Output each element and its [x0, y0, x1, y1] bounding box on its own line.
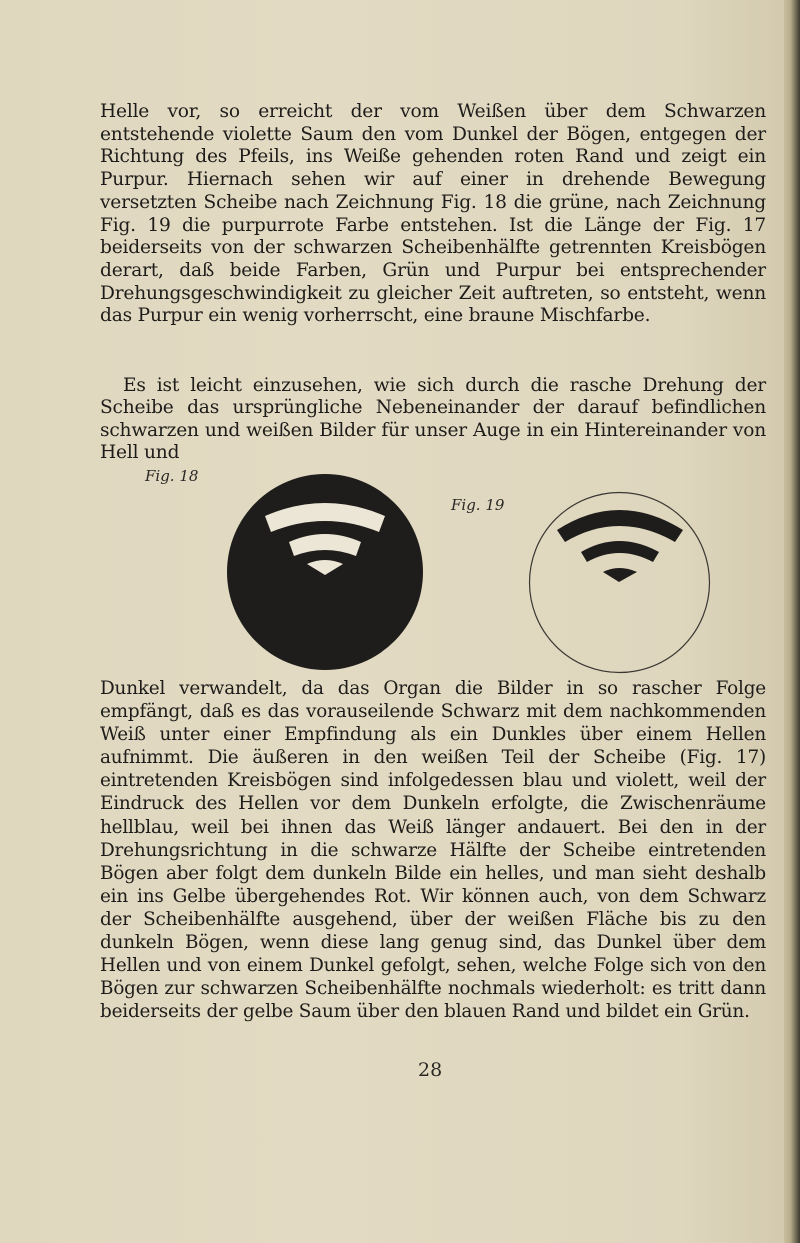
paragraph-mid — [100, 375, 766, 465]
paragraph-top: Helle vor, so erreicht der vom Weißen über dem Schwarzen entstehende violette Saum den vom Dunkel der Bögen, entgegen der Richtung des Pfeils, ins Weiße gehenden roten Rand und zeigt ein Purpur. Hiernach sehen wir auf einer in drehende Bewegung versetzten Scheibe nach Zeichnung Fig. 18 die grüne, nach Zeichnung Fig. 19 die purpurrote Farbe entstehen. Ist die Länge der Fig. 17 beiderseits von der schwarzen Scheibenhälfte getrennten Kreisbögen derart, daß beide Farben, Grün und Purpur bei entsprechender Drehungsgeschwindigkeit zu gleicher Zeit auftreten, so entsteht, wenn das Purpur ein wenig vorherrscht, eine braune Mischfarbe. — [100, 101, 766, 327]
fig18-label: Fig. 18 — [145, 467, 199, 485]
paragraph-mid-text: Es ist leicht einzusehen, wie sich durch die rasche Drehung der Scheibe das ursprüngliche Nebeneinander der darauf befindlichen schwarzen und weißen Bilder für unser Auge in ein Hintereinander von Hell und — [100, 375, 766, 464]
fig19-inner-arc — [603, 568, 637, 582]
fig19-disc — [527, 490, 712, 675]
fig18-disc — [225, 472, 425, 672]
page-edge-shadow — [784, 0, 800, 1243]
fig19-outer-arc — [557, 510, 683, 542]
fig19-label: Fig. 19 — [451, 496, 505, 514]
paragraph-bottom: Dunkel verwandelt, da das Organ die Bilder in so rascher Folge empfängt, daß es das vorauseilende Schwarz mit dem nachkommenden Weiß unter einer Empfindung als ein Dunkles über einem Hellen aufnimmt. Die äußeren in den weißen Teil der Scheibe (Fig. 17) eintretenden Kreisbögen sind infolgedessen blau und violett, weil der Eindruck des Hellen vor dem Dunkeln erfolgte, die Zwischenräume hellblau, weil bei ihnen das Weiß länger andauert. Bei den in der Drehungsrichtung in die schwarze Hälfte der Scheibe eintretenden Bögen aber folgt dem dunkeln Bilde ein helles, und man sieht deshalb ein ins Gelbe übergehendes Rot. Wir können auch, von dem Schwarz der Scheibenhälfte ausgehend, über der weißen Fläche bis zu den dunkeln Bögen, wenn diese lang genug sind, das Dunkel über dem Hellen und von einem Dunkel gefolgt, sehen, welche Folge sich von den Bögen zur schwarzen Scheibenhälfte nochmals wiederholt: es tritt dann beiderseits der gelbe Saum über den blauen Rand und bildet ein Grün. — [100, 678, 766, 1023]
fig19-middle-arc — [581, 541, 659, 562]
page-number: 28 — [418, 1059, 443, 1081]
